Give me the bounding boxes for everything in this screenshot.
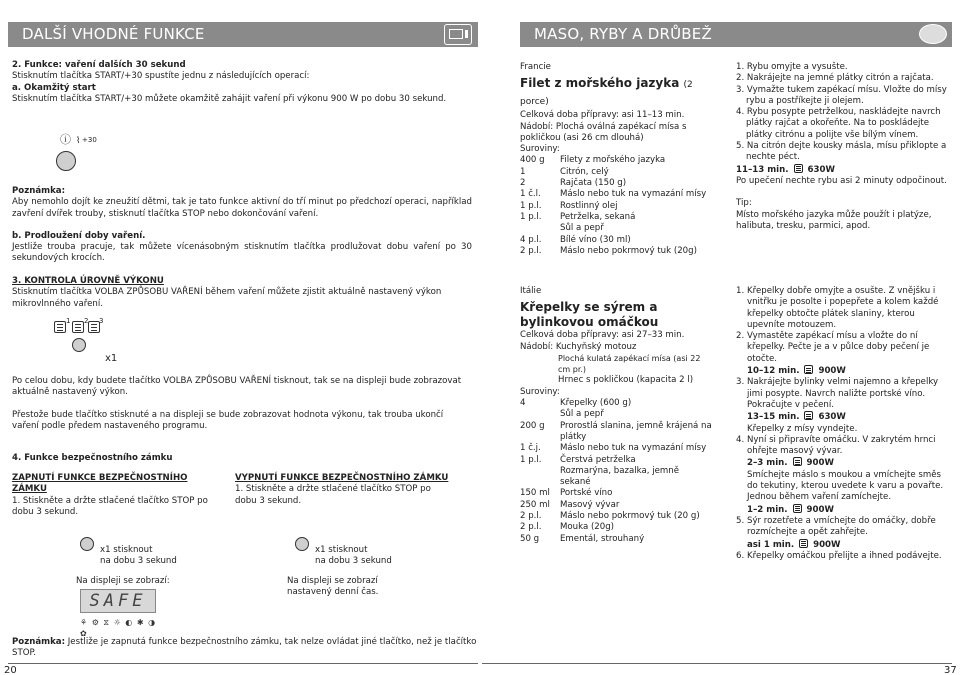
ingredient-name: Mouka (20g) xyxy=(560,522,615,533)
step-time: 13–15 min. xyxy=(747,412,803,423)
section-3 xyxy=(12,276,472,310)
step-watts: 900W xyxy=(815,366,846,377)
recipe-2-origin: Itálie xyxy=(520,286,542,296)
bottom-note xyxy=(12,637,482,660)
section-3-paragraph-2: Po celou dobu, kdy budete tlačítko VOLBA ZPŮSOBU VAŘENÍ tisknout, tak se na displeji bude zobrazovat aktuálně nastavený výkon. xyxy=(12,376,462,398)
section-2 xyxy=(12,60,472,105)
ingredient-name: Rajčata (150 g) xyxy=(560,178,627,189)
step-text: Křepelky omáčkou přelijte a ihned podávejte. xyxy=(747,550,942,561)
ingredient-row xyxy=(520,511,712,522)
ingredient-name: Prorostlá slanina, jemně krájená na plátky xyxy=(560,420,712,442)
section-a-text: Stisknutím tlačítka START/+30 můžete okamžitě zahájit vaření při výkonu 900 W po dobu 30 sekund. xyxy=(12,93,447,104)
recipe-step xyxy=(736,286,951,331)
recipe-1-power-time: 11–13 min. xyxy=(736,164,789,175)
ingredient-quantity: 150 ml xyxy=(520,488,550,499)
plus-30-label: +30 xyxy=(82,136,97,144)
microwave-power-icon xyxy=(804,411,813,420)
lock-off-step: 1. Stiskněte a držte stlačené tlačítko STOP po dobu 3 sekund. xyxy=(235,484,431,506)
ingredient-row xyxy=(520,178,710,189)
lock-off xyxy=(235,473,455,507)
recipe-1-time: Celková doba přípravy: asi 11–13 min. xyxy=(520,110,685,121)
info-icon: ⓘ xyxy=(60,133,71,146)
recipe-1-ingredients xyxy=(520,155,710,257)
recipe-1-portions: (2 porce) xyxy=(520,80,693,108)
step-number: 2. xyxy=(736,331,745,342)
ingredient-row xyxy=(520,167,710,178)
stop-button-illustration-left xyxy=(80,537,94,551)
recipe-1-after: Po upečení nechte rybu asi 2 minuty odpočinout. xyxy=(736,175,947,186)
recipe-2-dish-3: Hrnec s pokličkou (kapacita 2 l) xyxy=(558,375,694,386)
ingredient-row xyxy=(520,189,710,200)
display-right-line-1: Na displeji se zobrazí xyxy=(287,576,378,586)
step-text xyxy=(747,504,951,516)
recipe-power-step xyxy=(736,411,951,423)
ingredient-name: Čerstvá petrželka xyxy=(560,454,636,465)
ingredient-name: Filety z mořského jazyka xyxy=(560,155,666,166)
recipe-2-steps-list xyxy=(736,286,951,562)
step-watts: 630W xyxy=(815,412,846,423)
ingredient-name: Portské víno xyxy=(560,488,613,499)
ingredient-row xyxy=(520,155,710,166)
section-4-title: 4. Funkce bezpečnostního zámku xyxy=(12,453,173,463)
lock-on-step: 1. Stiskněte a držte stlačené tlačítko STOP po dobu 3 sekund. xyxy=(12,495,208,517)
ingredient-row xyxy=(520,223,710,234)
display-status-icons: ⚘ ⚙ ⧖ ☼ ◐ ✱ ◑ ✿ xyxy=(80,618,157,639)
recipe-1 xyxy=(520,62,710,257)
recipe-step: 4. Rybu posypte petrželkou, naskládejte navrch plátky rajčat a okořeňte. Na to poskládejte plátky citrónu a polijte vše bílým vínem. xyxy=(736,107,941,140)
ingredient-row xyxy=(520,522,712,533)
ingredient-name: Sůl a pepř xyxy=(560,223,604,234)
ingredient-quantity: 4 p.l. xyxy=(520,234,542,245)
recipe-1-tip-label: Tip: xyxy=(736,198,752,209)
ingredient-row xyxy=(520,534,712,545)
press-instruction-right xyxy=(315,545,392,568)
recipe-step xyxy=(736,377,951,411)
ingredient-row xyxy=(520,500,712,511)
power-level-icon-1 xyxy=(54,321,66,333)
press-count: x1 xyxy=(105,353,118,364)
ingredient-row xyxy=(520,466,712,489)
step-number: 6. xyxy=(736,550,745,561)
microwave-power-icon xyxy=(794,164,803,173)
ingredient-row xyxy=(520,488,712,499)
press-line-1-left: x1 stisknout xyxy=(100,545,153,555)
ingredient-quantity xyxy=(520,466,560,489)
step-number xyxy=(736,365,747,377)
ingredient-name: Rostlinný olej xyxy=(560,200,618,211)
ingredient-name: Máslo nebo tuk na vymazání mísy xyxy=(560,189,707,200)
right-page-number: 37 xyxy=(944,665,957,675)
recipe-1-steps-list xyxy=(736,62,951,164)
step-text: Nyní si připravíte omáčku. V zakrytém hrnci ohřejte masový vývar. xyxy=(747,434,936,457)
ingredient-name: Masový vývar xyxy=(560,499,620,510)
ingredient-quantity: 1 p.l. xyxy=(520,211,542,222)
recipe-1-origin: Francie xyxy=(520,62,551,72)
step-number: 4. xyxy=(736,434,745,445)
ingredient-name: Máslo nebo pokrmový tuk (20 g) xyxy=(560,511,700,522)
note-1-text: Aby nemohlo dojít ke zneužití dětmi, tak je tato funkce aktivní do tří minut po předchozí operaci, například zavření dvířek trouby, stisknutí tlačítka STOP nebo dokončování vaření. xyxy=(12,197,472,219)
recipe-2 xyxy=(520,286,712,545)
step-time: 1–2 min. xyxy=(747,504,791,515)
stop-button-illustration-right xyxy=(295,537,309,551)
recipe-step: 3. Vymažte tukem zapékací mísu. Vložte do mísy rybu a postříkejte ji olejem. xyxy=(736,84,947,106)
ingredient-row xyxy=(520,443,712,454)
step-number xyxy=(736,457,747,469)
ingredient-name: Citrón, celý xyxy=(560,166,609,177)
step-text: Nakrájejte bylinky velmi najemno a křepelky jimi posypte. Navrch naližte portské víno. Pokračujte v pečení. xyxy=(747,377,939,410)
ingredient-name: Křepelky (600 g) xyxy=(560,398,632,409)
press-line-1-right: x1 stisknout xyxy=(315,545,368,555)
ingredient-quantity: 200 g xyxy=(520,420,545,431)
recipe-step xyxy=(736,331,951,365)
ingredient-quantity: 4 xyxy=(520,398,526,409)
recipe-step: 2. Nakrájejte na jemné plátky citrón a rajčata. xyxy=(736,73,934,84)
recipe-2-dish: Nádobí: Kuchyňský motouz xyxy=(520,341,637,352)
recipe-2-title: Křepelky se sýrem a bylinkovou omáčkou xyxy=(520,300,659,330)
step-time: asi 1 min. xyxy=(747,539,798,550)
step-text xyxy=(747,457,951,469)
step-number: 3. xyxy=(736,377,745,388)
ingredient-name: Máslo nebo pokrmový tuk (20g) xyxy=(560,245,697,256)
ingredient-quantity: 1 p.l. xyxy=(520,200,542,211)
power-level-icon-2 xyxy=(72,321,84,333)
recipe-1-ing-label: Suroviny: xyxy=(520,144,560,155)
left-footer-rule xyxy=(8,663,478,664)
step-number xyxy=(736,504,747,516)
recipe-step xyxy=(736,516,951,539)
power-level-label-1: 1 xyxy=(66,317,71,325)
recipe-1-tip: Místo mořského jazyka může použít i platýze, halibuta, tresku, parmici, apod. xyxy=(736,209,932,231)
step-number: 5. xyxy=(736,515,745,526)
ingredient-quantity: 1 p.l. xyxy=(520,454,542,465)
ingredient-quantity: 250 ml xyxy=(520,499,550,510)
recipe-step: 1. Rybu omyjte a vysušte. xyxy=(736,62,848,72)
press-line-2-right: na dobu 3 sekund xyxy=(315,556,392,567)
bottom-note-label: Poznámka: xyxy=(12,637,66,647)
ingredient-quantity: 1 č.l. xyxy=(520,189,541,200)
ingredient-quantity: 2 xyxy=(520,178,526,189)
ingredient-row xyxy=(520,201,710,212)
press-instruction-left xyxy=(100,545,177,568)
power-level-label-2: 2 xyxy=(84,317,89,325)
ingredient-quantity xyxy=(520,223,560,234)
step-text: Sýr rozetřete a vmíchejte do omáčky, dobře rozmíchejte a opět zahřejte. xyxy=(747,515,936,538)
ingredient-row xyxy=(520,212,710,223)
recipe-1-steps xyxy=(736,62,951,232)
note-1-title: Poznámka: xyxy=(12,186,66,196)
recipe-step xyxy=(736,551,951,562)
recipe-power-step xyxy=(736,457,951,469)
ingredient-row xyxy=(520,409,712,420)
recipe-2-ingredients xyxy=(520,398,712,545)
display-label-left: Na displeji se zobrazí: xyxy=(76,576,170,586)
recipe-power-step xyxy=(736,504,951,516)
section-a-title: a. Okamžitý start xyxy=(12,82,96,93)
step-text xyxy=(747,539,951,551)
section-b-text: Jestliže trouba pracuje, tak můžete vícenásobným stisknutím tlačítka prodlužovat dobu vaření po 30 sekundových krocích. xyxy=(12,242,472,264)
safe-display: SAFE xyxy=(80,589,156,613)
ingredient-row xyxy=(520,421,712,444)
ingredient-quantity: 2 p.l. xyxy=(520,522,542,533)
recipe-step xyxy=(736,424,951,435)
recipe-1-power xyxy=(736,164,951,176)
left-page-number: 20 xyxy=(4,665,17,675)
step-text xyxy=(747,411,951,423)
ingredient-name: Bílé víno (30 ml) xyxy=(560,234,631,245)
left-page-header: DALŠÍ VHODNÉ FUNKCE xyxy=(8,22,478,47)
recipe-step xyxy=(736,470,951,504)
section-3-paragraph-3: Přestože bude tlačítko stisknuté a na displeji se bude zobrazovat hodnota výkonu, tak trouba ukončí vaření podle předem nastaveného programu. xyxy=(12,409,444,431)
recipe-power-step xyxy=(736,365,951,377)
ingredient-quantity: 50 g xyxy=(520,533,540,544)
step-number: 1. xyxy=(736,286,745,296)
recipe-power-step xyxy=(736,539,951,551)
display-right-line-2: nastavený denní čas. xyxy=(287,587,379,598)
microwave-power-icon xyxy=(799,539,808,548)
section-3-title: 3. KONTROLA ÚROVNĚ VÝKONU xyxy=(12,276,164,286)
note-1 xyxy=(12,186,472,265)
ingredient-quantity: 400 g xyxy=(520,155,545,166)
ingredient-quantity: 2 p.l. xyxy=(520,245,542,256)
recipe-2-steps xyxy=(736,286,951,562)
step-text: Křepelky dobře omyjte a osušte. Z vnějšku i vnitřku je posolte i popepřete a kolem každé křepelky obtočte plátek slaniny, kterou upevníte motouzem. xyxy=(747,286,939,330)
microwave-wave-icon: ⌇ xyxy=(76,136,81,146)
recipe-2-time: Celková doba přípravy: asi 27–33 min. xyxy=(520,330,685,341)
section-b-title: b. Prodloužení doby vaření. xyxy=(12,230,146,241)
step-watts: 900W xyxy=(803,458,834,469)
ingredient-name: Ementál, strouhaný xyxy=(560,533,645,544)
microwave-power-icon xyxy=(804,365,813,374)
recipe-step xyxy=(736,435,951,458)
lock-off-title: VYPNUTÍ FUNKCE BEZPEČNOSTNÍHO ZÁMKU xyxy=(235,473,449,483)
step-time: 10–12 min. xyxy=(747,366,803,377)
display-label-right xyxy=(287,576,378,599)
ingredient-row xyxy=(520,455,712,466)
step-time: 2–3 min. xyxy=(747,458,791,469)
bottom-note-text: Jestliže je zapnutá funkce bezpečnostního zámku, tak nelze ovládat jiné tlačítko, než je tlačítko STOP. xyxy=(12,637,477,659)
ingredient-quantity: 2 p.l. xyxy=(520,511,542,522)
recipe-1-title xyxy=(520,76,710,110)
ingredient-name: Petrželka, sekaná xyxy=(560,211,636,222)
mode-button-illustration xyxy=(72,338,86,352)
ingredient-name: Máslo nebo tuk na vymazání mísy xyxy=(560,443,707,454)
section-3-body xyxy=(12,376,472,432)
step-number xyxy=(736,470,747,504)
ingredient-row xyxy=(520,398,712,409)
lock-on-title: ZAPNUTÍ FUNKCE BEZPEČNOSTNÍHO ZÁMKU xyxy=(12,473,188,495)
section-2-intro: Stisknutím tlačítka START/+30 spustíte jednu z následujících operací: xyxy=(12,71,310,82)
recipe-1-title-text: Filet z mořského jazyka xyxy=(520,76,680,91)
press-line-2-left: na dobu 3 sekund xyxy=(100,556,177,567)
recipe-1-power-watts: 630W xyxy=(807,164,835,175)
microwave-power-icon xyxy=(793,504,802,513)
ingredient-quantity xyxy=(520,409,560,420)
recipe-step: 5. Na citrón dejte kousky másla, mísu přiklopte a nechte péct. xyxy=(736,141,947,163)
ingredient-quantity: 1 xyxy=(520,166,526,177)
microwave-power-icon xyxy=(793,457,802,466)
recipe-1-dish: Nádobí: Plochá oválná zapékací mísa s pokličkou (asi 26 cm dlouhá) xyxy=(520,121,687,143)
step-text: Vymastěte zapékací mísu a vložte do ní křepelky. Pečte je a v půlce doby pečení je otočte. xyxy=(747,331,930,364)
ingredient-quantity: 1 č.j. xyxy=(520,443,541,454)
right-footer-rule xyxy=(482,663,952,664)
ingredient-name: Sůl a pepř xyxy=(560,409,604,420)
step-watts: 900W xyxy=(810,539,841,550)
lock-on xyxy=(12,473,222,518)
meat-icon xyxy=(919,24,947,44)
step-text: Smíchejte máslo s moukou a vmíchejte směs do tekutiny, kterou uvedete k varu a povařte. Jednou během vaření zamíchejte. xyxy=(747,469,944,503)
ingredient-row xyxy=(520,246,710,257)
step-watts: 900W xyxy=(803,504,834,515)
power-level-label-3: 3 xyxy=(99,317,104,325)
step-text xyxy=(747,365,951,377)
section-3-text: Stisknutím tlačítka VOLBA ZPŮSOBU VAŘENÍ během vaření můžete zjistit aktuálně nastavený výkon mikrovlnného vaření. xyxy=(12,287,442,309)
step-text: Křepelky z mísy vyndejte. xyxy=(747,423,858,434)
section-2-title: 2. Funkce: vaření dalších 30 sekund xyxy=(12,60,186,70)
ingredient-name: Rozmarýna, bazalka, jemně sekané xyxy=(560,465,680,488)
step-number xyxy=(736,424,747,435)
step-number xyxy=(736,539,747,551)
start-button-illustration xyxy=(56,151,76,171)
microwave-icon xyxy=(444,24,472,45)
step-number xyxy=(736,411,747,423)
right-page-header: MASO, RYBY A DRŮBEŽ xyxy=(520,22,952,47)
ingredient-row xyxy=(520,235,710,246)
recipe-2-ing-label: Suroviny: xyxy=(520,386,560,397)
recipe-2-dish-2: Plochá kulatá zapékací mísa (asi 22 cm pr.) xyxy=(558,353,701,375)
